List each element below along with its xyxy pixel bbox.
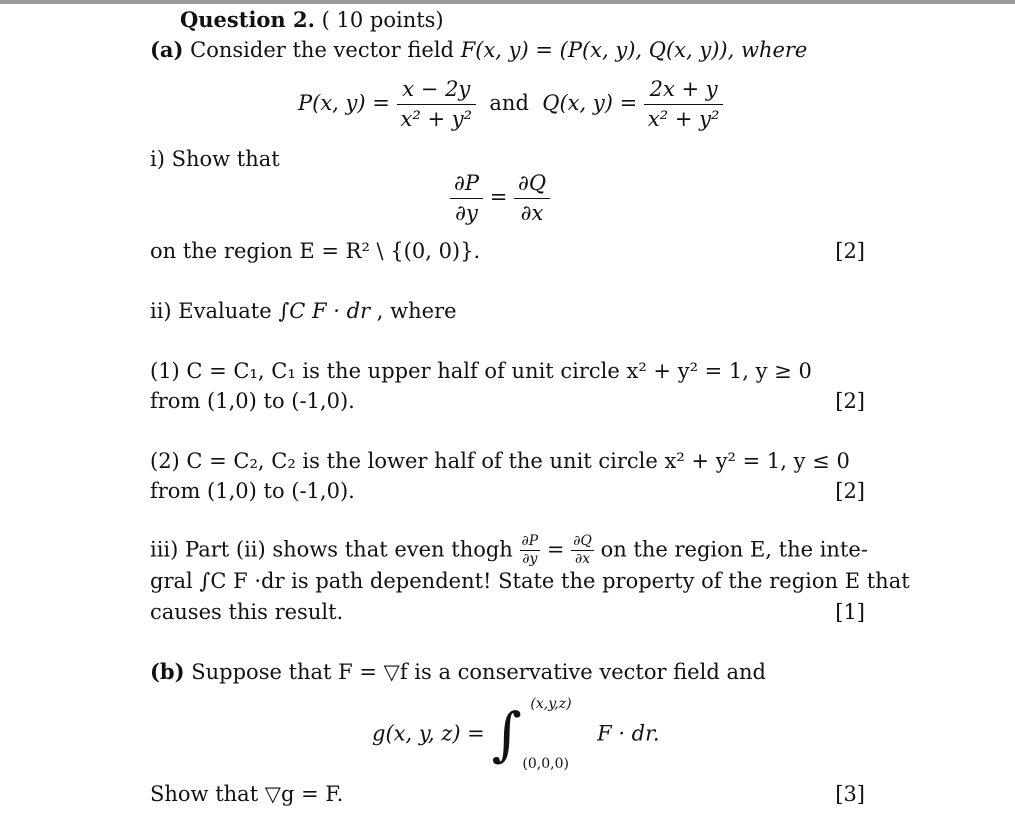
part-iii-line3: causes this result.	[150, 600, 344, 624]
dy-denominator: ∂y	[455, 201, 478, 226]
small-dy: ∂y	[522, 550, 538, 567]
part-i-marks: [2]	[835, 239, 865, 263]
part-a-intro	[150, 38, 807, 62]
q-lhs: Q(x, y) =	[542, 91, 638, 116]
small-equals: =	[546, 537, 565, 562]
part-b-intro-text: Suppose that F = ▽f is a conservative vector field and	[191, 660, 766, 684]
pq-definitions	[298, 78, 723, 131]
question-title: Question 2.	[180, 7, 315, 32]
lower-limit: (0,0,0)	[522, 756, 569, 772]
part-ii-intro-pre: ii) Evaluate	[150, 299, 272, 323]
q-numerator: 2x + y	[644, 78, 724, 105]
field-definition: F(x, y) = (P(x, y), Q(x, y)), where	[460, 38, 808, 62]
part-iii-line2: gral ∫C F ·dr is path dependent! State the property of the region E that	[150, 569, 910, 593]
integral-limits	[522, 696, 590, 772]
line-integral: ∫C F · dr	[278, 299, 371, 323]
p-fraction	[397, 78, 477, 131]
part-i-intro: i) Show that	[150, 147, 280, 171]
part-b-show: Show that ▽g = F.	[150, 782, 344, 806]
small-dp: ∂P	[521, 533, 539, 549]
c2-marks: [2]	[835, 479, 865, 503]
p-denominator: x² + y²	[400, 107, 473, 132]
c2-line1: (2) C = C₂, C₂ is the lower half of the unit circle x² + y² = 1, y ≤ 0	[150, 449, 850, 473]
part-b-intro	[150, 660, 766, 684]
g-definition	[372, 697, 660, 771]
dp-numerator: ∂P	[450, 172, 483, 199]
part-a-intro-text: Consider the vector field	[190, 38, 454, 62]
region-statement: on the region E = R² \ {(0, 0)}.	[150, 239, 481, 263]
partial-equation	[450, 172, 550, 225]
dq-dx-fraction	[514, 172, 550, 225]
p-numerator: x − 2y	[397, 78, 477, 105]
and-word: and	[489, 91, 529, 116]
q-fraction	[644, 78, 724, 131]
small-dq: ∂Q	[573, 533, 592, 549]
c1-line2: from (1,0) to (-1,0).	[150, 389, 355, 413]
part-iii-line1-post: on the region E, the inte-	[600, 537, 868, 562]
part-b-marks: [3]	[835, 782, 865, 806]
part-iii-marks: [1]	[835, 600, 865, 624]
g-lhs: g(x, y, z) =	[372, 721, 485, 746]
dp-dy-fraction	[450, 172, 483, 225]
part-ii-intro-post: , where	[376, 299, 457, 323]
p-lhs: P(x, y) =	[298, 91, 390, 116]
question-header	[180, 8, 444, 32]
c2-line2: from (1,0) to (-1,0).	[150, 479, 355, 503]
equals-sign: =	[489, 185, 508, 210]
small-dq-dx	[571, 534, 594, 566]
part-iii-line1	[150, 534, 868, 566]
dq-numerator: ∂Q	[514, 172, 550, 199]
q-denominator: x² + y²	[647, 107, 720, 132]
part-iii-line1-pre: iii) Part (ii) shows that even thogh	[150, 537, 513, 562]
question-points: ( 10 points)	[321, 8, 444, 32]
dx-denominator: ∂x	[520, 201, 544, 226]
small-dx: ∂x	[574, 550, 591, 567]
upper-limit: (x,y,z)	[530, 696, 572, 712]
c1-line1: (1) C = C₁, C₁ is the upper half of unit circle x² + y² = 1, y ≥ 0	[150, 359, 812, 383]
c1-marks: [2]	[835, 389, 865, 413]
part-ii-intro	[150, 300, 457, 323]
part-a-label: (a)	[150, 37, 184, 62]
top-border	[0, 0, 1015, 4]
small-dp-dy	[520, 534, 541, 566]
part-b-label: (b)	[150, 659, 185, 684]
integrand: F · dr.	[597, 721, 660, 746]
integral-sign: ∫	[491, 700, 522, 768]
